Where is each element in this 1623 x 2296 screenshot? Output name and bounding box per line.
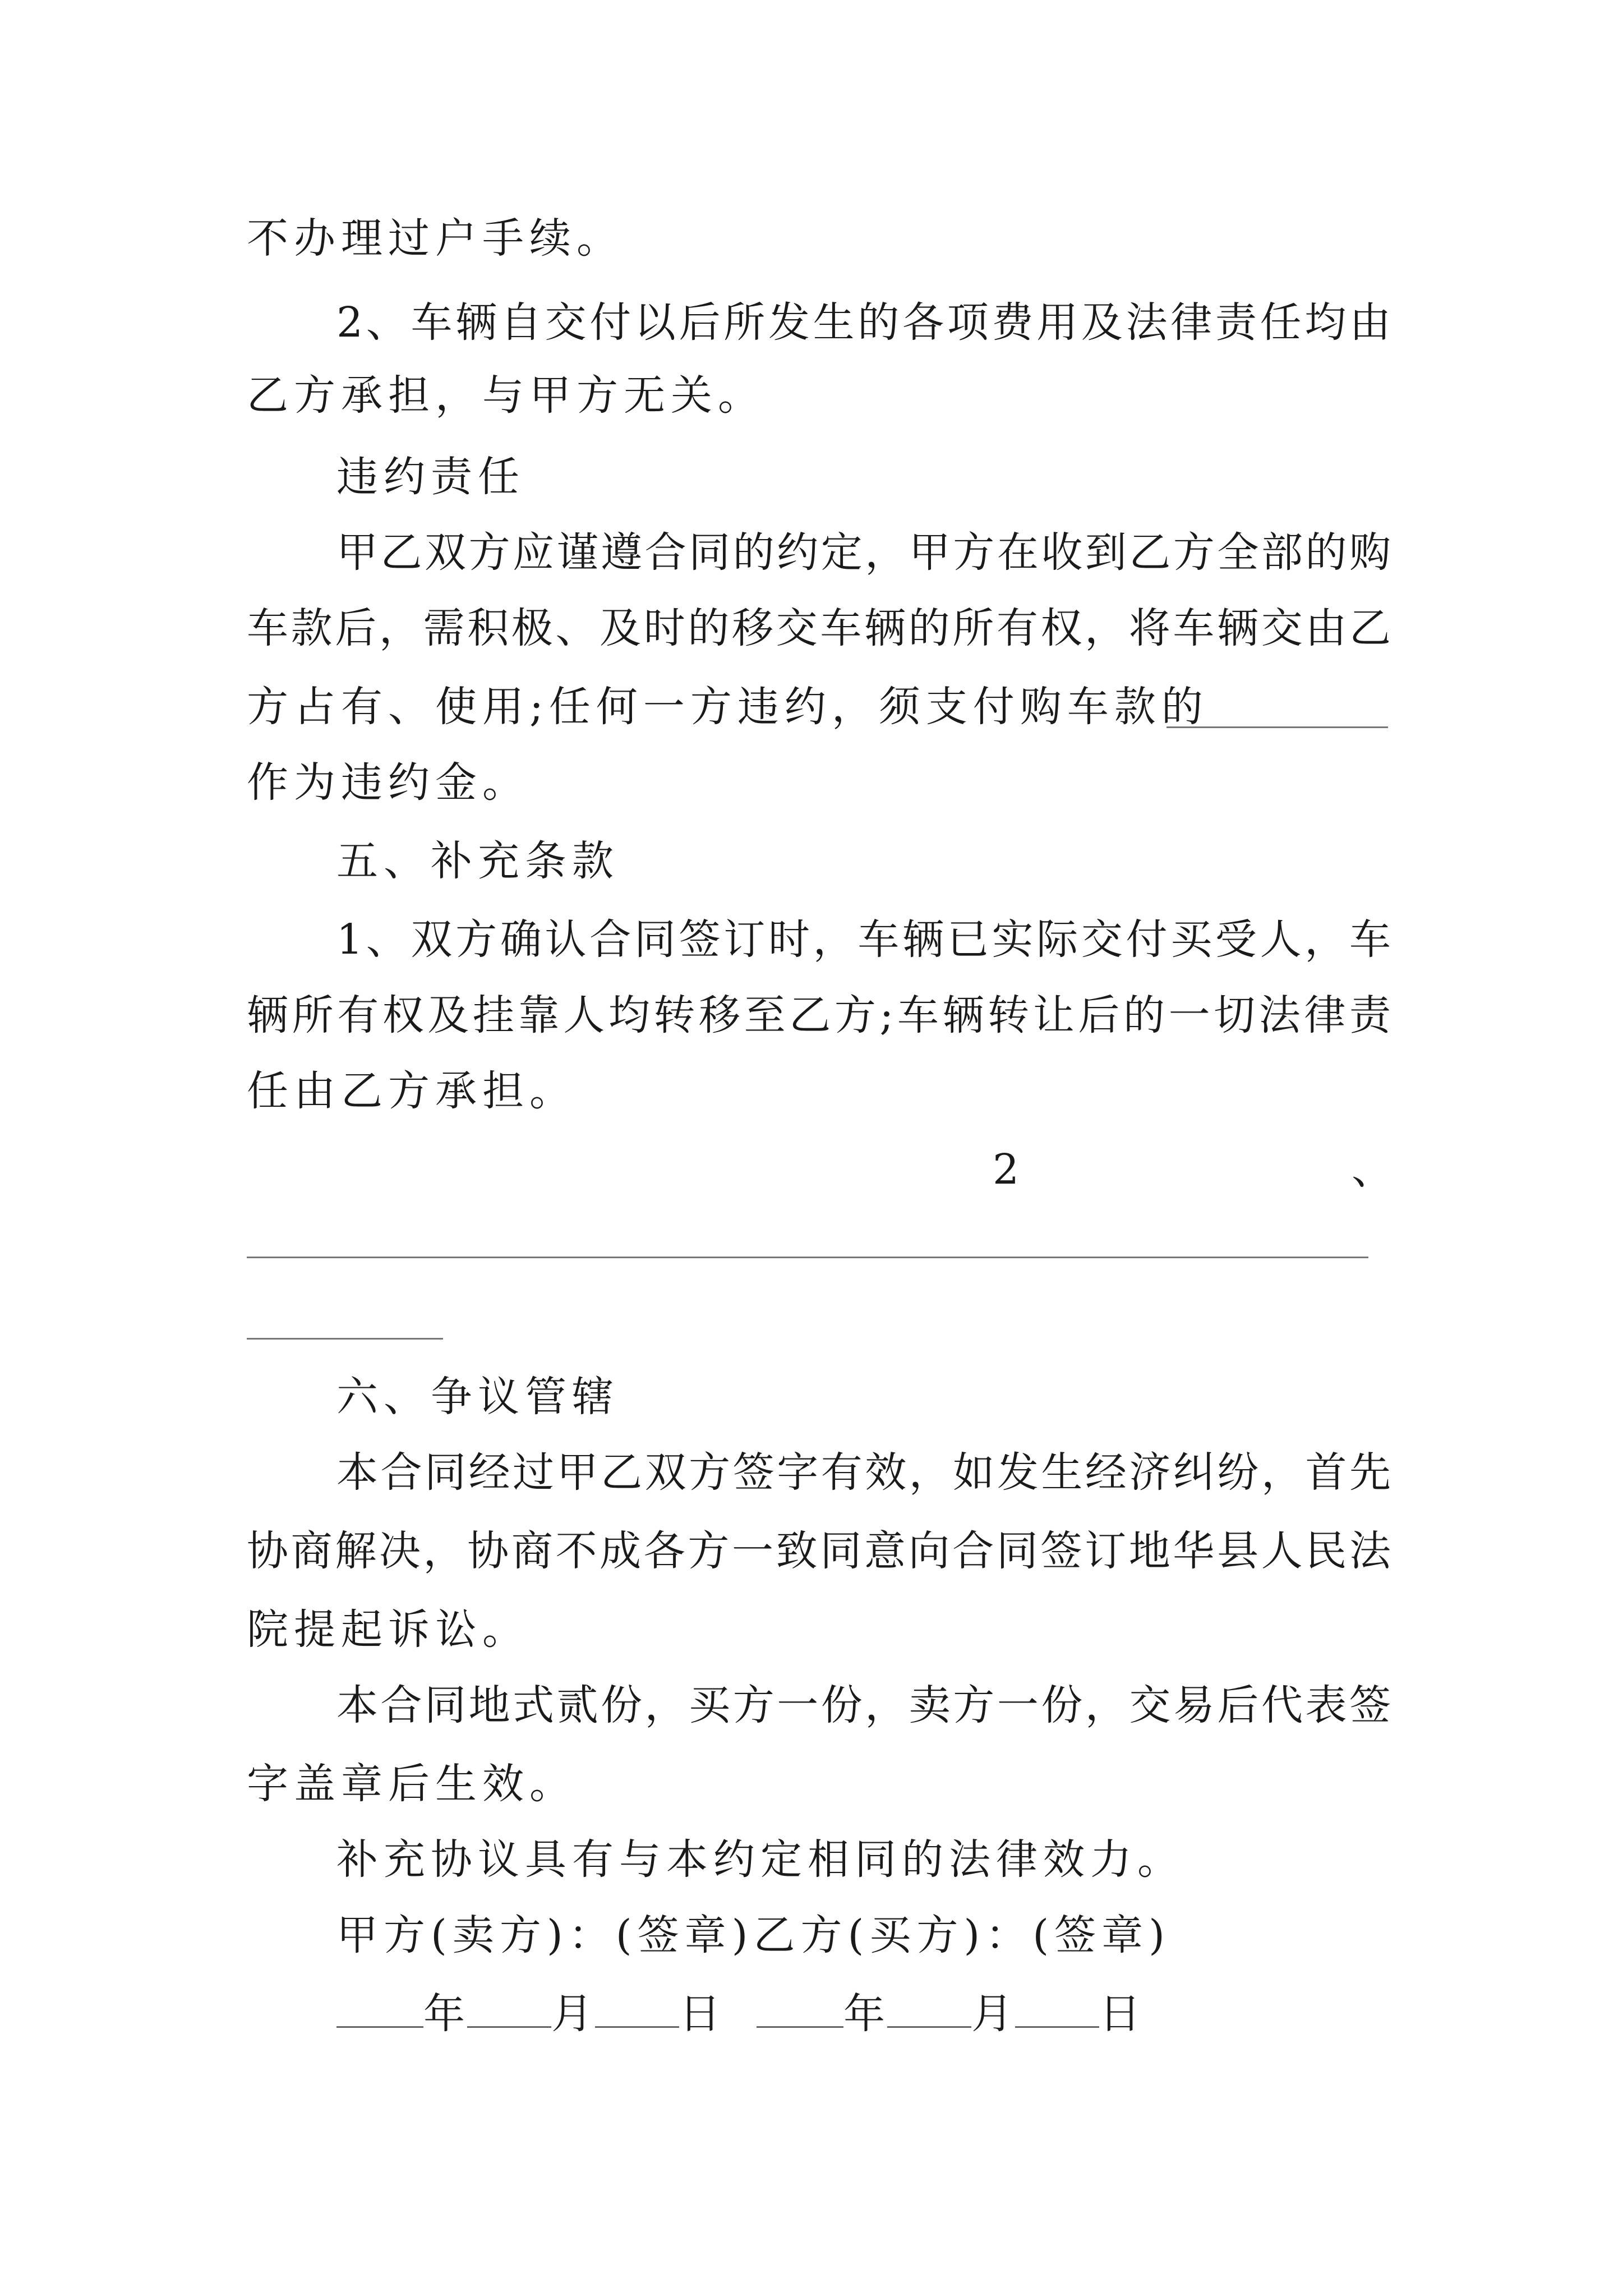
- paragraph-line: 本合同地式贰份，买方一份，卖方一份，交易后代表签: [336, 1681, 1391, 1729]
- paragraph-line: 字盖章后生效。: [247, 1760, 577, 1808]
- day-label: 日: [1099, 1990, 1143, 2038]
- signature-line: 甲方(卖方)：(签章)乙方(买方)：(签章): [336, 1911, 1170, 1959]
- year-blank: [757, 1994, 843, 2028]
- date-line: [336, 1986, 1391, 2042]
- day-blank: [1015, 1994, 1099, 2028]
- paragraph-line: 任由乙方承担。: [247, 1067, 577, 1115]
- item-separator: 、: [1352, 1145, 1393, 1194]
- paragraph-line: 协商解决，协商不成各方一致同意向合同签订地华县人民法: [247, 1527, 1391, 1575]
- year-blank: [336, 1994, 423, 2028]
- section-heading: 五、补充条款: [336, 837, 619, 885]
- month-label: 月: [971, 1990, 1015, 2038]
- section-heading: 违约责任: [336, 453, 525, 501]
- year-label: 年: [423, 1990, 467, 2038]
- paragraph-line: 1、双方确认合同签订时，车辆已实际交付买受人，车: [336, 915, 1391, 964]
- item-number: 2: [993, 1145, 1020, 1194]
- paragraph-line: 2、车辆自交付以后所发生的各项费用及法律责任均由: [336, 298, 1391, 347]
- day-blank: [595, 1994, 679, 2028]
- paragraph-line: 院提起诉讼。: [247, 1605, 529, 1654]
- paragraph-line: 本合同经过甲乙双方签字有效，如发生经济纠纷，首先: [336, 1448, 1391, 1497]
- blank-line: [247, 1338, 443, 1340]
- paragraph-line: 辆所有权及挂靠人均转移至乙方;车辆转让后的一切法律责: [247, 991, 1391, 1039]
- day-label: 日: [679, 1990, 723, 2038]
- paragraph-line: 补充协议具有与本约定相同的法律效力。: [336, 1835, 1184, 1884]
- blank-line: [247, 1257, 1368, 1258]
- month-blank: [887, 1994, 971, 2028]
- paragraph-line: 甲乙双方应谨遵合同的约定，甲方在收到乙方全部的购: [336, 528, 1391, 577]
- paragraph-line: 乙方承担，与甲方无关。: [247, 371, 765, 420]
- paragraph-line: 作为违约金。: [247, 758, 529, 807]
- paragraph-line: 不办理过户手续。: [247, 214, 624, 263]
- paragraph-line: 车款后，需积极、及时的移交车辆的所有权，将车辆交由乙: [247, 604, 1391, 652]
- section-heading: 六、争议管辖: [336, 1373, 619, 1421]
- month-label: 月: [551, 1990, 595, 2038]
- blank-line: [1166, 726, 1388, 728]
- paragraph-line: 方占有、使用;任何一方违约，须支付购车款的: [247, 683, 1209, 731]
- year-label: 年: [843, 1990, 887, 2038]
- month-blank: [467, 1994, 551, 2028]
